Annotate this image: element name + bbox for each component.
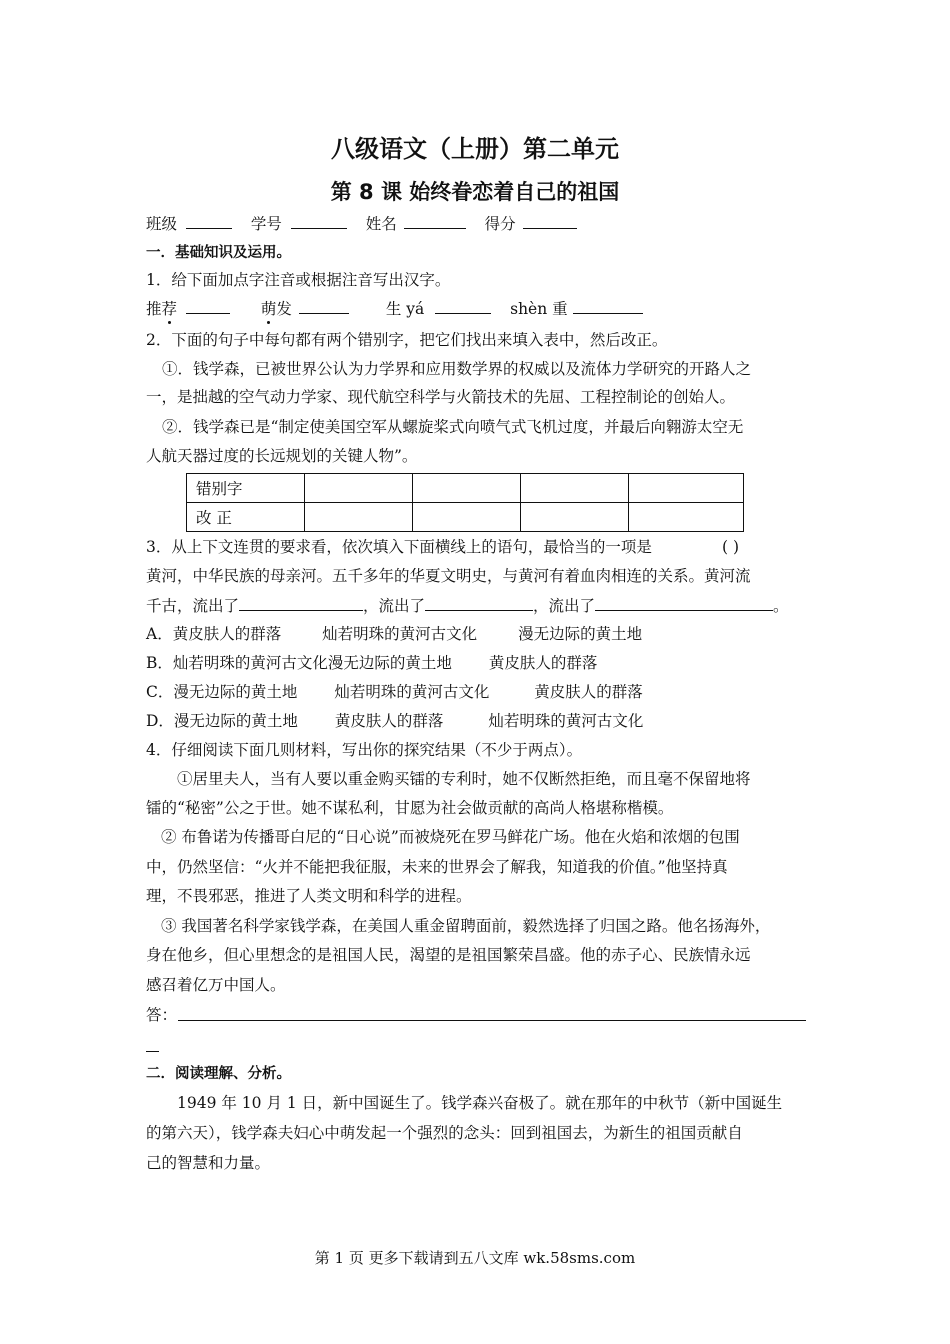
table-row-label: 改 正 <box>187 503 305 532</box>
q3-option-d[interactable] <box>146 711 643 731</box>
score-label: 得分 <box>484 215 516 233</box>
q3-text-d: 。 <box>773 597 789 615</box>
q3-text-a: 千古，流出了 <box>146 597 240 615</box>
q3-text-b: ，流出了 <box>363 597 426 615</box>
q1-blank-2[interactable] <box>299 298 349 314</box>
table-row-label: 错别字 <box>187 474 305 503</box>
name-blank[interactable] <box>404 213 466 229</box>
q1-blank-4[interactable] <box>573 298 643 314</box>
q4-material3-line3: 感召着亿万中国人。 <box>146 976 286 994</box>
q3-blank-1[interactable] <box>239 595 363 611</box>
q2-sentence2-line1: ②．钱学森已是“制定使美国空军从螺旋桨式向喷气式飞机过度，并最后向翱游太空无 <box>162 418 744 436</box>
table-cell[interactable] <box>305 474 413 503</box>
section1-heading: 一．基础知识及运用。 <box>146 245 291 261</box>
option-d-part2: 黄皮肤人的群落 <box>334 712 444 730</box>
q4-material1-line2: 镭的“秘密”公之于世。她不谋私利，甘愿为社会做贡献的高尚人格堪称楷模。 <box>146 799 674 817</box>
q1-blank-1[interactable] <box>186 298 230 314</box>
reading-line1: 1949 年 10 月 1 日，新中国诞生了。钱学森兴奋极了。就在那年的中秋节（新中国诞生 <box>177 1094 783 1112</box>
page-title: 八级语文（上册）第二单元 <box>331 135 619 163</box>
table-row <box>187 503 744 532</box>
q2-sentence2-line2: 人航天器过度的长远规划的关键人物”。 <box>146 447 418 465</box>
section2-heading: 二．阅读理解、分析。 <box>146 1066 291 1082</box>
q3-option-c[interactable] <box>146 682 643 702</box>
class-label: 班级 <box>146 215 178 233</box>
q3-text-c: ，流出了 <box>533 597 596 615</box>
q4-material3-line2: 身在他乡，但心里想念的是祖国人民，渴望的是祖国繁荣昌盛。他的赤子心、民族情永远 <box>146 946 751 964</box>
q4-material2-line2: 中，仍然坚信：“火并不能把我征服，未来的世界会了解我，知道我的价值。”他坚持真 <box>146 858 728 876</box>
q1-item4: shèn 重 <box>510 300 568 318</box>
option-c-part2: 灿若明珠的黄河古文化 <box>334 683 490 701</box>
option-c-part3: 黄皮肤人的群落 <box>534 683 643 701</box>
option-d-part1: D．漫无边际的黄土地 <box>146 712 298 730</box>
table-cell[interactable] <box>521 503 629 532</box>
answer-line-continuation[interactable] <box>146 1051 159 1052</box>
q3-option-a[interactable] <box>146 624 642 644</box>
option-a-part2: 灿若明珠的黄河古文化 <box>322 625 478 643</box>
q2-stem: 2．下面的句子中每句都有两个错别字，把它们找出来填入表中，然后改正。 <box>146 331 668 349</box>
reading-line3: 己的智慧和力量。 <box>146 1154 271 1172</box>
option-b-part1: B．灿若明珠的黄河古文化漫无边际的黄土地 <box>146 654 452 672</box>
q3-blank-3[interactable] <box>595 595 773 611</box>
table-cell[interactable] <box>305 503 413 532</box>
q1-item2-char2: 发 <box>276 300 292 318</box>
q1-blank-3[interactable] <box>435 298 491 314</box>
table-cell[interactable] <box>629 503 744 532</box>
q4-material1-line1: ①居里夫人，当有人要以重金购买镭的专利时，她不仅断然拒绝，而且毫不保留地将 <box>177 770 751 788</box>
option-a-part1: A．黄皮肤人的群落 <box>146 625 282 643</box>
q3-passage-line2 <box>146 595 789 616</box>
q3-option-b[interactable] <box>146 653 597 673</box>
student-info-line <box>146 213 577 234</box>
q1-item1-char1: 推 <box>146 300 162 318</box>
q1-item3: 生 yá <box>385 300 425 318</box>
q3-stem: 3．从上下文连贯的要求看，依次填入下面横线上的语句，最恰当的一项是 <box>146 538 652 556</box>
option-a-part3: 漫无边际的黄土地 <box>518 625 643 643</box>
q3-answer-paren[interactable]: ( ) <box>722 538 740 556</box>
class-blank[interactable] <box>186 213 232 229</box>
answer-label: 答： <box>146 1006 178 1024</box>
option-b-part2: 黄皮肤人的群落 <box>488 654 598 672</box>
table-cell[interactable] <box>521 474 629 503</box>
id-label: 学号 <box>250 215 282 233</box>
table-cell[interactable] <box>413 474 521 503</box>
q4-material2-line1: ② 布鲁诺为传播哥白尼的“日心说”而被烧死在罗马鲜花广场。他在火焰和浓烟的包围 <box>161 828 740 846</box>
q1-item2-dotted-char: 萌 <box>260 300 277 318</box>
q4-material3-line1: ③ 我国著名科学家钱学森，在美国人重金留聘面前，毅然选择了归国之路。他名扬海外， <box>161 917 771 935</box>
correction-table <box>186 473 744 532</box>
q2-sentence1-line2: 一，是拙越的空气动力学家、现代航空科学与火箭技术的先屈、工程控制论的创始人。 <box>146 388 736 406</box>
option-c-part1: C．漫无边际的黄土地 <box>146 683 298 701</box>
q4-material2-line3: 理，不畏邪恶，推进了人类文明和科学的进程。 <box>146 887 472 905</box>
q1-stem: 1．给下面加点字注音或根据注音写出汉字。 <box>146 271 451 289</box>
reading-line2: 的第六天），钱学森夫妇心中萌发起一个强烈的念头：回到祖国去，为新生的祖国贡献自 <box>146 1124 743 1142</box>
q4-stem: 4．仔细阅读下面几则材料，写出你的探究结果（不少于两点）。 <box>146 741 583 759</box>
option-d-part3: 灿若明珠的黄河古文化 <box>488 712 644 730</box>
name-label: 姓名 <box>365 215 397 233</box>
table-cell[interactable] <box>413 503 521 532</box>
table-cell[interactable] <box>629 474 744 503</box>
q3-passage-line1: 黄河，中华民族的母亲河。五千多年的华夏文明史，与黄河有着血肉相连的关系。黄河流 <box>146 567 751 585</box>
q2-sentence1-line1: ①．钱学森，已被世界公认为力学界和应用数学界的权威以及流体力学研究的开路人之 <box>162 360 752 378</box>
lesson-title: 第 8 课 始终眷恋着自己的祖国 <box>330 180 620 204</box>
answer-line[interactable] <box>178 1020 806 1021</box>
q3-blank-2[interactable] <box>425 595 533 611</box>
id-blank[interactable] <box>291 213 347 229</box>
page-footer: 第 1 页 更多下载请到五八文库 wk.58sms.com <box>314 1249 636 1267</box>
q1-items <box>146 298 643 319</box>
q1-item1-dotted-char: 荐 <box>161 300 178 318</box>
table-row <box>187 474 744 503</box>
score-blank[interactable] <box>523 213 577 229</box>
